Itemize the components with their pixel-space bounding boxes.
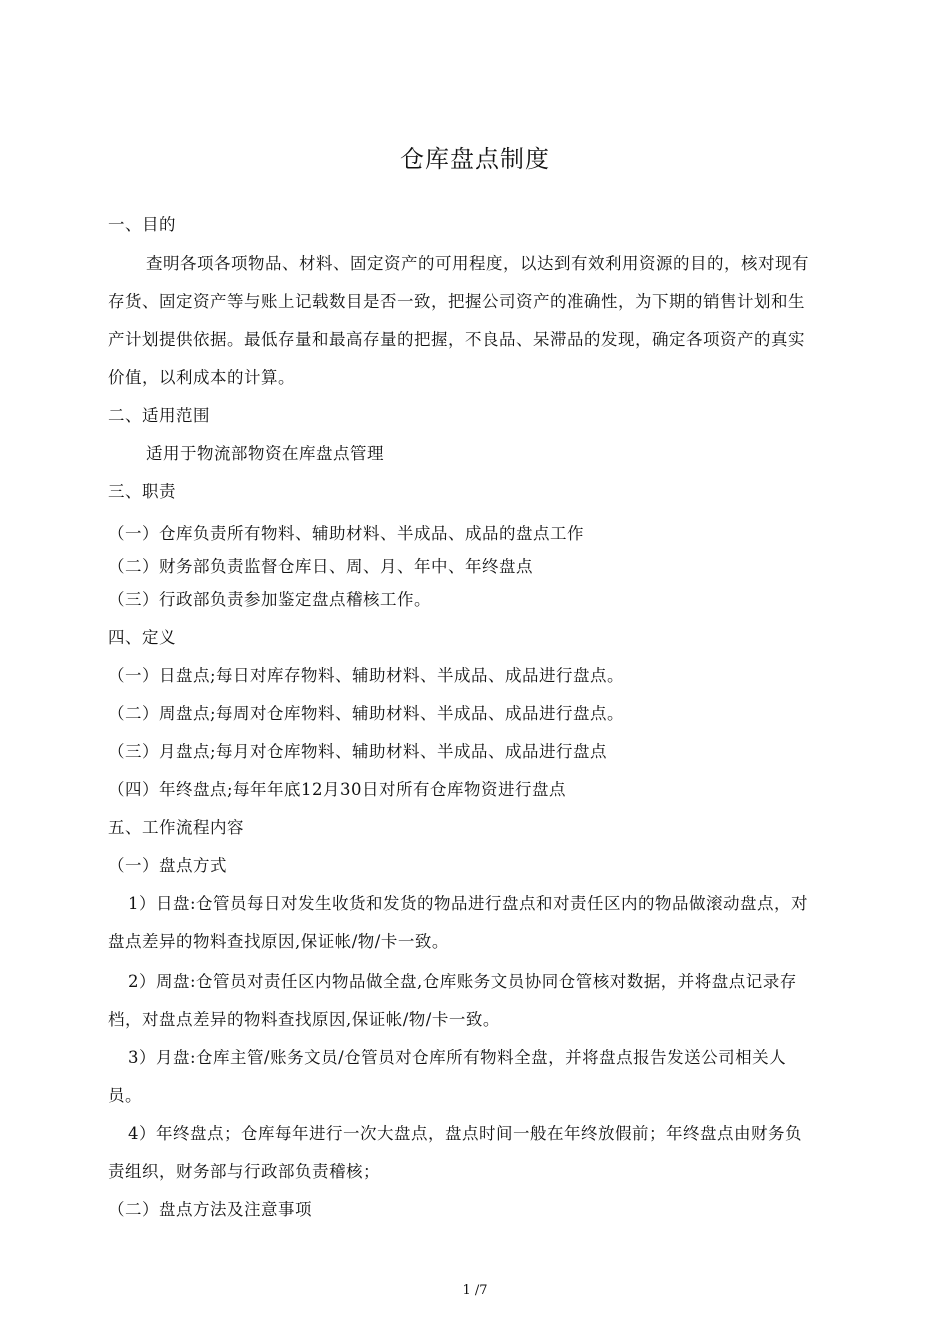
paragraph-line: 责组织，财务部与行政部负责稽核； xyxy=(108,1162,380,1181)
paragraph-line: 查明各项各项物品、材料、固定资产的可用程度，以达到有效利用资源的目的，核对现有 xyxy=(146,254,809,273)
paragraph-line: 盘点差异的物料查找原因,保证帐/物/卡一致。 xyxy=(108,932,449,951)
paragraph-line: 价值，以利成本的计算。 xyxy=(108,368,295,387)
list-item: （三）行政部负责参加鉴定盘点稽核工作。 xyxy=(108,590,431,609)
list-item: （二）财务部负责监督仓库日、周、月、年中、年终盘点 xyxy=(108,557,533,576)
list-item: （二）周盘点;每周对仓库物料、辅助材料、半成品、成品进行盘点。 xyxy=(108,704,625,723)
paragraph-line: 3）月盘:仓库主管/账务文员/仓管员对仓库所有物料全盘，并将盘点报告发送公司相关人 xyxy=(128,1048,787,1067)
list-item: （一）仓库负责所有物料、辅助材料、半成品、成品的盘点工作 xyxy=(108,524,584,543)
paragraph-line: 4）年终盘点；仓库每年进行一次大盘点，盘点时间一般在年终放假前；年终盘点由财务负 xyxy=(128,1124,802,1143)
page-number: 1 /7 xyxy=(462,1283,488,1298)
paragraph-line: 员。 xyxy=(108,1086,142,1105)
paragraph-line: 2）周盘:仓管员对责任区内物品做全盘,仓库账务文员协同仓管核对数据，并将盘点记录存 xyxy=(128,972,797,991)
document-title: 仓库盘点制度 xyxy=(400,145,550,173)
section-heading-purpose: 一、目的 xyxy=(108,215,176,234)
section-heading-scope: 二、适用范围 xyxy=(108,406,210,425)
subsection-heading: （一）盘点方式 xyxy=(108,856,227,875)
subsection-heading: （二）盘点方法及注意事项 xyxy=(108,1200,312,1219)
list-item: （一）日盘点;每日对库存物料、辅助材料、半成品、成品进行盘点。 xyxy=(108,666,625,685)
paragraph-line: 产计划提供依据。最低存量和最高存量的把握，不良品、呆滞品的发现，确定各项资产的真实 xyxy=(108,330,805,349)
paragraph-line: 存货、固定资产等与账上记载数目是否一致，把握公司资产的准确性，为下期的销售计划和生 xyxy=(108,292,805,311)
paragraph-line: 档，对盘点差异的物料查找原因,保证帐/物/卡一致。 xyxy=(108,1010,500,1029)
section-heading-workflow: 五、工作流程内容 xyxy=(108,818,244,837)
section-heading-responsibilities: 三、职责 xyxy=(108,482,176,501)
section-heading-definitions: 四、定义 xyxy=(108,628,176,647)
list-item: （三）月盘点;每月对仓库物料、辅助材料、半成品、成品进行盘点 xyxy=(108,742,608,761)
paragraph-line: 1）日盘:仓管员每日对发生收货和发货的物品进行盘点和对责任区内的物品做滚动盘点，对 xyxy=(128,894,809,913)
paragraph-line: 适用于物流部物资在库盘点管理 xyxy=(146,444,384,463)
list-item: （四）年终盘点;每年年底12月30日对所有仓库物资进行盘点 xyxy=(108,780,567,799)
